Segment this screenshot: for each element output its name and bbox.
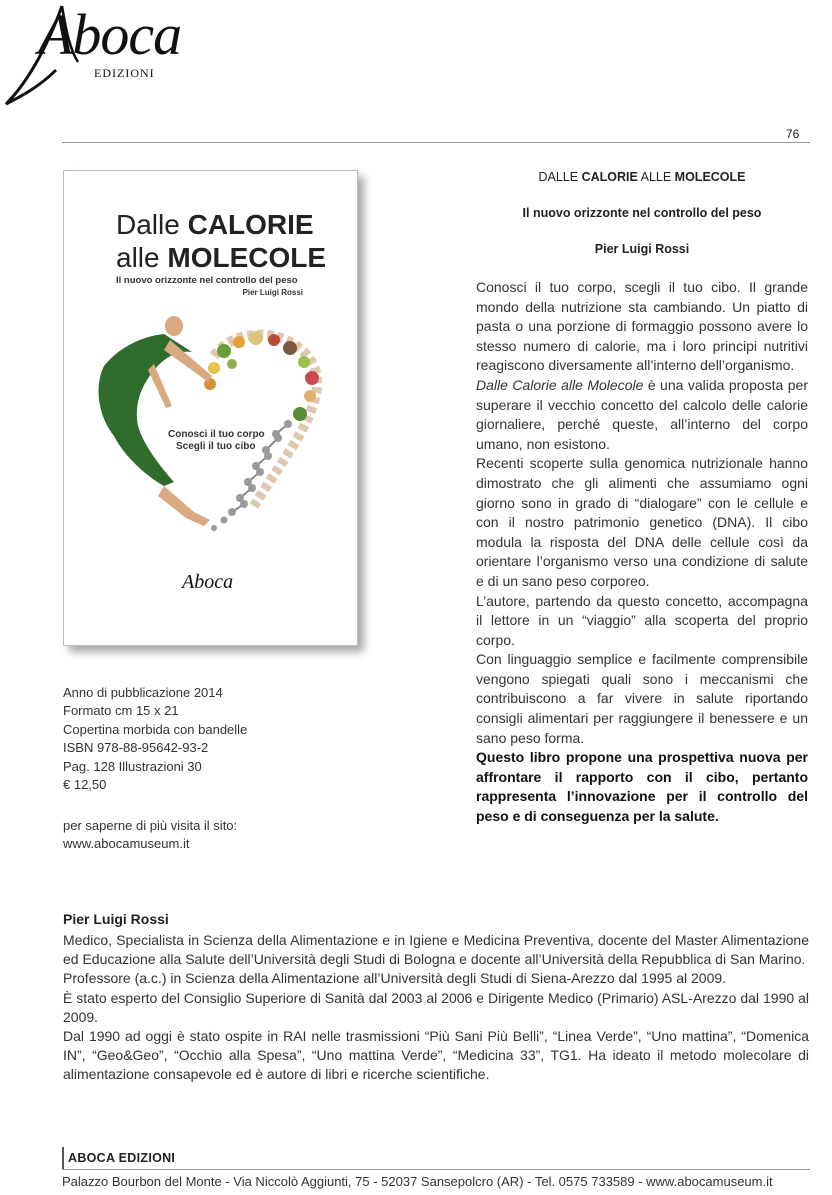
- cover-subtitle: Il nuovo orizzonte nel controllo del peso: [116, 275, 298, 286]
- book-details: [63, 684, 363, 794]
- footer-divider: [62, 1169, 810, 1170]
- detail-format: Formato cm 15 x 21: [63, 703, 179, 719]
- author-bio: [63, 931, 809, 1085]
- article-title-bold: CALORIE: [581, 170, 638, 184]
- cover-title-bold-1: CALORIE: [187, 209, 314, 240]
- article-title-part: DALLE: [538, 170, 582, 184]
- cover-title-bold-2: MOLECOLE: [167, 242, 327, 273]
- footer-accent-bar: [62, 1147, 64, 1169]
- article-title: [476, 170, 808, 184]
- article-title-part: ALLE: [637, 170, 675, 184]
- cover-title-line1: [116, 211, 314, 239]
- footer-address: Palazzo Bourbon del Monte - Via Niccolò Aggiunti, 75 - 52037 Sansepolcro (AR) - Tel. 0575 733589 - www.abocamuseum.it: [62, 1174, 773, 1189]
- detail-pages: Pag. 128 Illustrazioni 30: [63, 758, 202, 774]
- cover-title-line2: [116, 244, 326, 272]
- detail-cover-type: Copertina morbida con bandelle: [63, 721, 248, 737]
- detail-isbn: ISBN 978-88-95642-93-2: [63, 740, 209, 756]
- visit-label: per saperne di più visita il sito:: [63, 818, 238, 833]
- bio-paragraph: Dal 1990 ad oggi è stato ospite in RAI nelle trasmissioni “Più Sani Più Belli”, “Linea Verde”, “Uno mattina”, “Domenica IN”, “Geo&Geo”, “Occhio alla Spesa”, “Uno mattina Verde”, “Medicina 33”, TG1. Ha ideato il metodo molecolare di alimentazione consapevole ed è autore di libri e ricerche scientifiche.: [63, 1028, 809, 1083]
- visit-url-link[interactable]: www.abocamuseum.it: [63, 836, 190, 852]
- visit-site: [63, 817, 363, 854]
- cover-motto-line1: Conosci il tuo corpo: [168, 429, 265, 440]
- bio-paragraph: Medico, Specialista in Scienza della Alimentazione e in Igiene e Medicina Preventiva, docente del Master Alimentazione ed Educazione alla Salute dell’Università degli Studi di Bologna e docente all’Università della Repubblica di San Marino.: [63, 932, 809, 968]
- book-cover: [63, 170, 358, 646]
- cover-author: Pier Luigi Rossi: [242, 288, 303, 297]
- cover-motto-line2: Scegli il tuo cibo: [176, 441, 256, 452]
- detail-price: € 12,50: [63, 777, 107, 793]
- cover-publisher-logo: Aboca: [182, 571, 234, 593]
- page-number: 76: [786, 127, 800, 141]
- article-paragraph: Conosci il tuo corpo, scegli il tuo cibo. Il grande mondo della nutrizione sta cambiando. Un piatto di pasta o una porzione di formaggio possono avere lo stesso numero di calorie, ma i loro principi nutritivi reagiscono diversamente all’interno dell’organismo.: [476, 279, 808, 374]
- article-paragraph: [476, 376, 808, 454]
- article-paragraph-text: è una valida proposta per superare il vecchio concetto del calcolo delle calorie giornaliere, perché queste, all’interno del corpo umano, non esistono.: [476, 376, 809, 452]
- bio-paragraph: È stato esperto del Consiglio Superiore di Sanità dal 2003 al 2006 e Dirigente Medico (Primario) ASL-Arezzo dal 1990 al 2009.: [63, 989, 809, 1025]
- detail-year: Anno di pubblicazione 2014: [63, 685, 223, 700]
- book-title-italic: Dalle Calorie alle Molecole: [476, 376, 644, 393]
- article-paragraph: L’autore, partendo da questo concetto, accompagna il lettore in un “viaggio” alla scoperta del proprio corpo.: [476, 592, 808, 648]
- article-title-bold: MOLECOLE: [674, 170, 746, 184]
- logo-wordmark: Aboca: [38, 2, 182, 67]
- publisher-logo: [0, 0, 182, 112]
- bio-paragraph: Professore (a.c.) in Scienza della Alimentazione all’Università degli Studi di Siena-Arezzo dal 1995 al 2009.: [63, 970, 727, 987]
- cover-title-light-1: Dalle: [116, 209, 188, 240]
- article-subtitle: Il nuovo orizzonte nel controllo del peso: [522, 206, 762, 220]
- footer-publisher: ABOCA EDIZIONI: [68, 1151, 176, 1165]
- article-highlight: Questo libro propone una prospettiva nuova per affrontare il rapporto con il cibo, pertanto rappresenta l’innovazione per il controllo del peso e di conseguenza per la salute.: [476, 749, 808, 825]
- top-divider: [62, 142, 810, 143]
- article-author: Pier Luigi Rossi: [594, 242, 690, 256]
- article-body: [476, 278, 808, 827]
- article-paragraph: Con linguaggio semplice e facilmente comprensibile vengono spiegati quali sono i meccanismi che contribuiscono a far vivere in salute riportando consigli alimentari per raggiungere il benessere e un sano peso forma.: [476, 651, 808, 746]
- logo-subtitle: EDIZIONI: [94, 66, 155, 80]
- bio-name: Pier Luigi Rossi: [63, 911, 169, 927]
- cover-title-light-2: alle: [116, 242, 168, 273]
- article-paragraph: Recenti scoperte sulla genomica nutrizionale hanno dimostrato che gli alimenti che assumiamo ogni giorno sono in grado di “dialogare” con le cellule e con il nostro patrimonio genetico (DNA). Il cibo modula la risposta del DNA delle cellule così da orientare l’organismo verso una condizione di salute e di un sano peso corporeo.: [476, 455, 808, 589]
